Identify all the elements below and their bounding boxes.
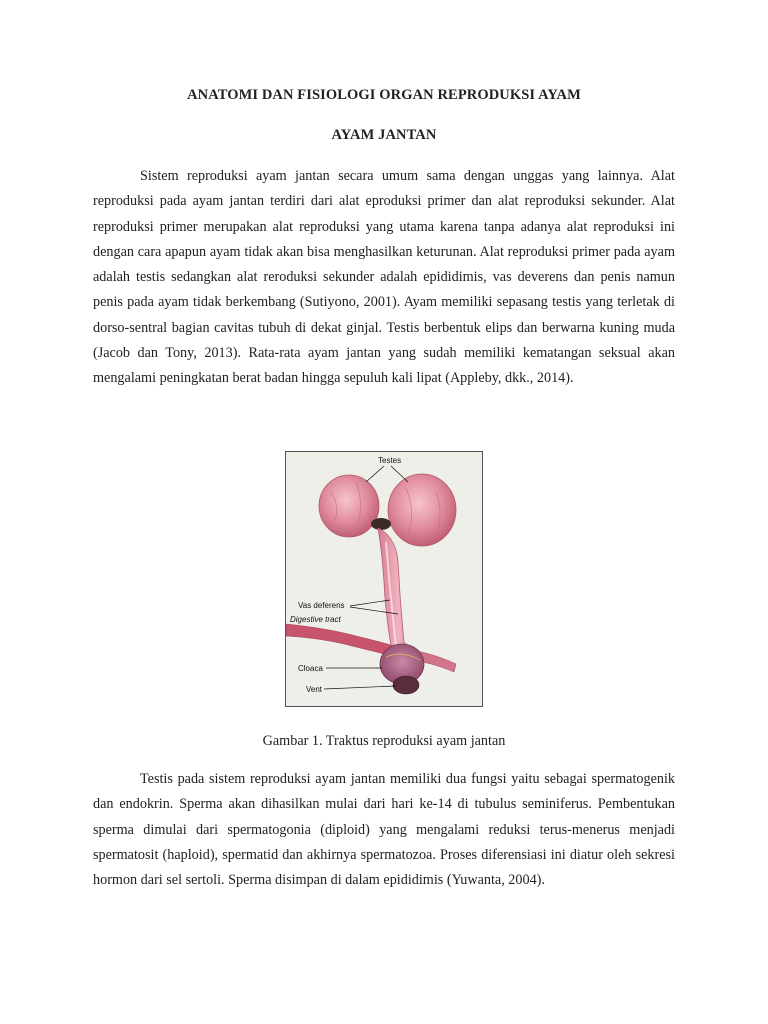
document-title: ANATOMI DAN FISIOLOGI ORGAN REPRODUKSI AYAM: [187, 87, 581, 103]
paragraph-testis-function: Testis pada sistem reproduksi ayam jantan memiliki dua fungsi yaitu sebagai spermatogenik dan endokrin. Sperma akan dihasilkan mulai dari hari ke-14 di tubulus seminiferus. Pembentukan sperma dimulai dari spermatogonia (diploid) yang mengalami reduksi terus-menerus menjadi spermatosit (haploid), spermatid dan akhirnya spermatozoa. Proses diferensiasi ini diatur oleh sekresi hormon dari sel sertoli. Sperma disimpan di dalam epididimis (Yuwanta, 2004).: [93, 771, 675, 889]
label-vent: Vent: [306, 685, 323, 694]
reproductive-tract-illustration: [286, 452, 482, 706]
label-testes: Testes: [378, 456, 402, 465]
section-heading: AYAM JANTAN: [331, 127, 437, 143]
figure-caption: Gambar 1. Traktus reproduksi ayam jantan: [262, 733, 506, 749]
label-vas-deferens: Vas deferens: [298, 601, 345, 610]
label-digestive-tract: Digestive tract: [290, 615, 341, 624]
label-cloaca: Cloaca: [298, 664, 323, 673]
paragraph-intro: Sistem reproduksi ayam jantan secara umum sama dengan unggas yang lainnya. Alat reproduksi pada ayam jantan terdiri dari alat eproduksi primer dan alat reproduksi sekunder. Alat reproduksi primer merupakan alat reproduksi yang utama karena tanpa adanya alat reproduksi ini dengan cara apapun ayam tidak akan bisa menghasilkan keturunan. Alat reproduksi primer pada ayam adalah testis sedangkan alat reroduksi sekunder adalah epididimis, vas deverens dan penis namun penis pada ayam tidak berkembang (Sutiyono, 2001). Ayam memiliki sepasang testis yang terletak di dorso-sentral bagian cavitas tubuh di dekat ginjal. Testis berbentuk elips dan berwarna kuning muda (Jacob dan Tony, 2013). Rata-rata ayam jantan yang sudah memiliki kematangan seksual akan mengalami peningkatan berat badan hingga sepuluh kali lipat (Appleby, dkk., 2014).: [93, 168, 675, 387]
figure-reproductive-tract: [285, 451, 483, 707]
